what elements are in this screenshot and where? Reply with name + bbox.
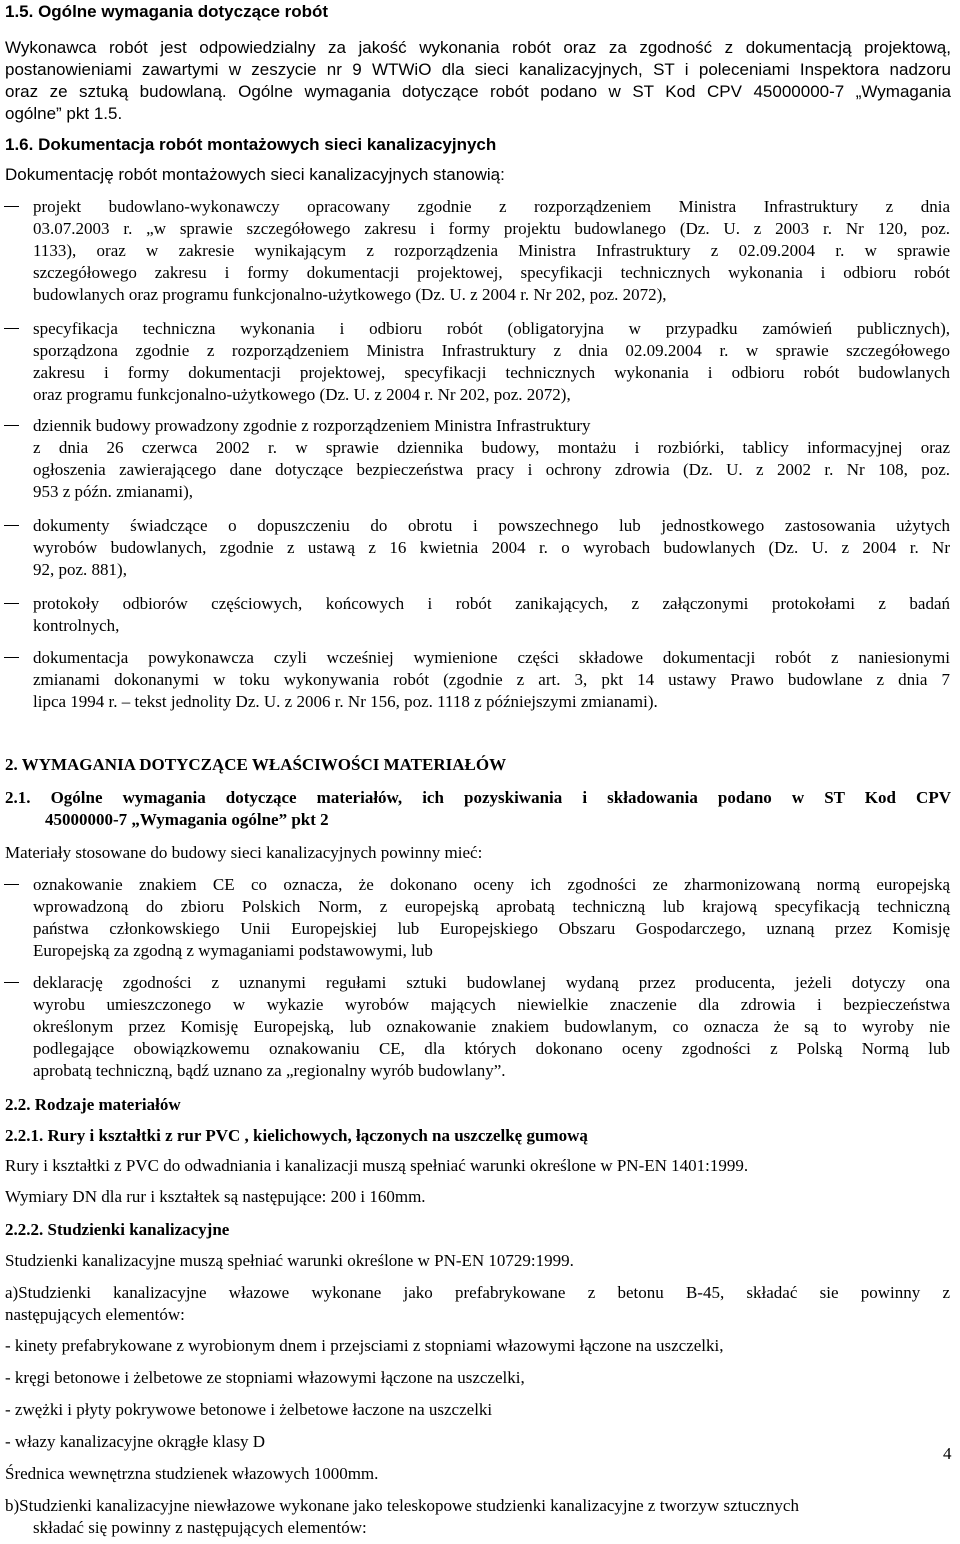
bullet-dash [4, 328, 19, 329]
section-2-1-title-cont: 45000000-7 „Wymagania ogólne” pkt 2 [45, 810, 329, 829]
page-number: 4 [943, 1444, 952, 1463]
list-item-line: wyrobu umieszczonego w wykazie wyrobów mających niewielkie znaczenie dla zdrowia i bezpieczeństwa [33, 995, 950, 1014]
list-item-line: z dnia 26 czerwca 2002 r. w sprawie dziennika budowy, montażu i rozbiórki, tablicy informacyjnej oraz [33, 438, 950, 457]
paragraph-line: postanowieniami zawartymi w zeszycie nr 9 WTWiO dla sieci kanalizacyjnych, ST i poleceniami Inspektora nadzoru [5, 60, 951, 79]
paragraph-line: b)Studzienki kanalizacyjne niewłazowe wykonane jako teleskopowe studzienki kanalizacyjne z tworzyw sztucznych [5, 1496, 799, 1515]
list-item: - kręgi betonowe i żelbetowe ze stopniami włazowymi łączone na uszczelki, [5, 1368, 525, 1387]
list-item-line: dziennik budowy prowadzony zgodnie z rozporządzeniem Ministra Infrastruktury [33, 416, 591, 435]
section-1-5-title: 1.5. Ogólne wymagania dotyczące robót [5, 2, 329, 21]
list-item-line: 1133), oraz w zakresie wynikającym z rozporządzenia Ministra Infrastruktury z 02.09.2004 r. w sprawie [33, 241, 950, 260]
list-item-line: projekt budowlano-wykonawczy opracowany zgodnie z rozporządzeniem Ministra Infrastruktury z dnia [33, 197, 950, 216]
list-item-line: budowlanych oraz programu funkcjonalno-użytkowego (Dz. U. z 2004 r. Nr 202, poz. 2072), [33, 285, 667, 304]
bullet-dash [4, 982, 19, 983]
list-item-line: oraz programu funkcjonalno-użytkowego (Dz. U. z 2004 r. Nr 202, poz. 2072), [33, 385, 571, 404]
paragraph-line: następujących elementów: [5, 1305, 185, 1324]
bullet-dash [4, 657, 19, 658]
list-item-line: zakresu i formy dokumentacji projektowej, specyfikacji technicznych wykonania i odbioru robót budowlanych [33, 363, 950, 382]
bullet-dash [4, 884, 19, 885]
list-item-line: 92, poz. 881), [33, 560, 127, 579]
section-2-title: 2. WYMAGANIA DOTYCZĄCE WŁAŚCIWOŚCI MATERIAŁÓW [5, 755, 507, 774]
section-2-2-title: 2.2. Rodzaje materiałów [5, 1095, 181, 1114]
list-item-line: aprobatą techniczną, bądź uznano za „regionalny wyrób budowlany”. [33, 1061, 506, 1080]
list-item-line: Europejską za zgodną z wymaganiami podstawowymi, lub [33, 941, 433, 960]
paragraph-line: ogólne” pkt 1.5. [5, 104, 123, 123]
paragraph-line: Średnica wewnętrzna studzienek włazowych 1000mm. [5, 1464, 379, 1483]
list-item-line: deklarację zgodności z uznanymi regułami sztuki budowlanej wydaną przez producenta, jeżeli dotyczy ona [33, 973, 950, 992]
paragraph-line: Materiały stosowane do budowy sieci kanalizacyjnych powinny mieć: [5, 843, 483, 862]
list-item-line: specyfikacja techniczna wykonania i odbioru robót (obligatoryjna w przypadku zamówień publicznych), [33, 319, 950, 338]
section-2-2-2-title: 2.2.2. Studzienki kanalizacyjne [5, 1220, 230, 1239]
bullet-dash [4, 603, 19, 604]
paragraph-line: Wykonawca robót jest odpowiedzialny za jakość wykonania robót oraz za zgodność z dokumentacją projektową, [5, 38, 951, 57]
list-item-line: podlegające obowiązkowemu oznakowaniu CE, dla których dokonano oceny zgodności z Polską Normą lub [33, 1039, 950, 1058]
paragraph-line: Studzienki kanalizacyjne muszą spełniać warunki określone w PN-EN 10729:1999. [5, 1251, 574, 1270]
list-item-line: dokumentacja powykonawcza czyli wcześniej wymienione części składowe dokumentacji robót z naniesionymi [33, 648, 950, 667]
paragraph-line: Wymiary DN dla rur i kształtek są następujące: 200 i 160mm. [5, 1187, 426, 1206]
list-item-line: protokoły odbiorów częściowych, końcowych i robót zanikających, z załączonymi protokołami z badań [33, 594, 950, 613]
list-item-line: sporządzona zgodnie z rozporządzeniem Ministra Infrastruktury z dnia 02.09.2004 r. w sprawie szczegółowego [33, 341, 950, 360]
section-2-1-title: 2.1. Ogólne wymagania dotyczące materiałów, ich pozyskiwania i składowania podano w ST Kod CPV [5, 788, 951, 807]
list-item-line: dokumenty świadczące o dopuszczeniu do obrotu i powszechnego lub jednostkowego zastosowania użytych [33, 516, 950, 535]
list-item: - zwężki i płyty pokrywowe betonowe i żelbetowe łaczone na uszczelki [5, 1400, 493, 1419]
paragraph-line: a)Studzienki kanalizacyjne włazowe wykonane jako prefabrykowane z betonu B-45, składać sie powinny z [5, 1283, 950, 1302]
list-item: - włazy kanalizacyjne okrągłe klasy D [5, 1432, 266, 1451]
list-item-line: kontrolnych, [33, 616, 120, 635]
list-item-line: ogłoszenia zawierającego dane dotyczące bezpieczeństwa pracy i ochrony zdrowia (Dz. U. z 2002 r. Nr 108, poz. [33, 460, 950, 479]
list-item-line: zmianami dokonanymi w toku wykonywania robót (zgodnie z art. 3, pkt 14 ustawy Prawo budowlane z dnia 7 [33, 670, 950, 689]
list-item-line: oznakowanie znakiem CE co oznacza, że dokonano oceny ich zgodności ze zharmonizowaną normą europejską [33, 875, 950, 894]
list-item-line: państwa członkowskiego Unii Europejskiej lub Europejskiego Obszaru Gospodarczego, uznaną przez Komisję [33, 919, 950, 938]
bullet-dash [4, 525, 19, 526]
list-item-line: 953 z późn. zmianami), [33, 482, 194, 501]
list-item-line: wprowadzoną do zbioru Polskich Norm, z europejską aprobatą techniczną lub krajową specyfikacją techniczną [33, 897, 950, 916]
list-item-line: 03.07.2003 r. „w sprawie szczegółowego zakresu i formy projektu budowlanego (Dz. U. z 2003 r. Nr 120, poz. [33, 219, 950, 238]
list-item-line: określonym przez Komisję Europejską, lub oznakowanie znakiem budowlanym, co oznacza że są to wyroby nie [33, 1017, 950, 1036]
paragraph-line: składać się powinny z następujących elementów: [33, 1518, 367, 1537]
list-item: - kinety prefabrykowane z wyrobionym dnem i przejsciami z stopniami włazowymi łączone na uszczelki, [5, 1336, 724, 1355]
bullet-dash [4, 206, 19, 207]
list-item-line: lipca 1994 r. – tekst jednolity Dz. U. z 2006 r. Nr 156, poz. 1118 z późniejszymi zmianami). [33, 692, 658, 711]
paragraph-line: Rury i kształtki z PVC do odwadniania i kanalizacji muszą spełniać warunki określone w PN-EN 1401:1999. [5, 1156, 749, 1175]
bullet-dash [4, 425, 19, 426]
section-1-6-title: 1.6. Dokumentacja robót montażowych sieci kanalizacyjnych [5, 135, 497, 154]
list-item-line: wyrobów budowlanych, zgodnie z ustawą z 16 kwietnia 2004 r. o wyrobach budowlanych (Dz. U. z 2004 r. Nr [33, 538, 950, 557]
section-2-2-1-title: 2.2.1. Rury i kształtki z rur PVC , kielichowych, łączonych na uszczelkę gumową [5, 1126, 588, 1145]
paragraph-line: oraz ze sztuką budowlaną. Ogólne wymagania dotyczące robót podano w ST Kod CPV 45000000-7 „Wymagania [5, 82, 951, 101]
list-item-line: szczegółowego zakresu i formy dokumentacji projektowej, specyfikacji technicznych wykonania i odbioru robót [33, 263, 950, 282]
paragraph-line: Dokumentację robót montażowych sieci kanalizacyjnych stanowią: [5, 165, 505, 184]
